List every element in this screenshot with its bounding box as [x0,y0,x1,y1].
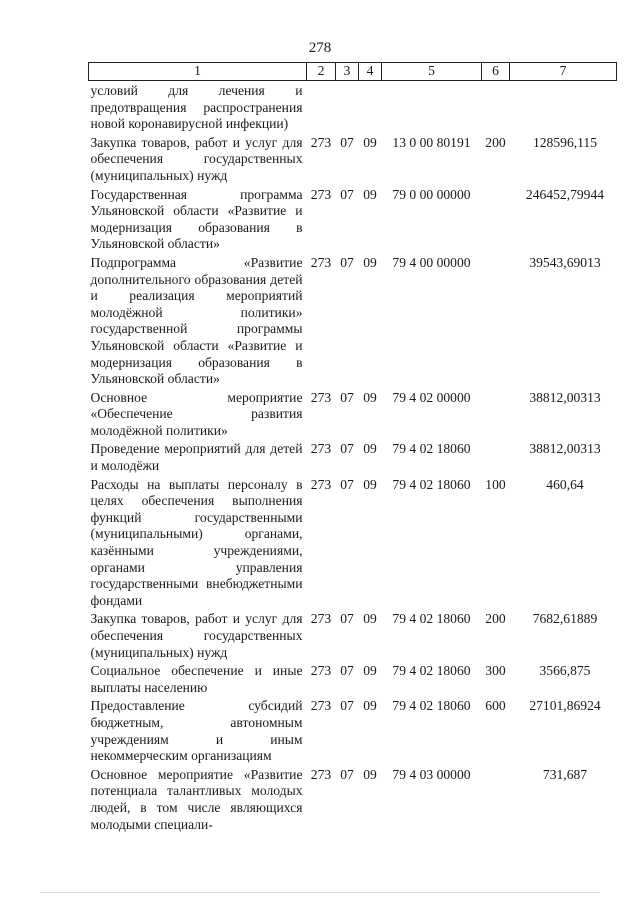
row-section-code: 07 [340,766,354,782]
row-target-code: 79 4 02 18060 [392,698,471,714]
table-row [89,187,617,255]
scan-edge-line [40,892,600,893]
row-amount: 128596,115 [532,134,598,150]
row-section-code: 07 [340,611,354,627]
row-expense-type: 600 [485,698,506,714]
column-header-6: 6 [482,63,510,81]
row-section-code: 07 [340,389,354,405]
row-subsection-code: 09 [363,766,377,782]
row-amount: 38812,00313 [529,389,601,405]
row-subsection-code: 09 [363,134,377,150]
row-name: Основное мероприятие «Развитие потенциала талантливых молодых людей, в том числе являющихся молодыми специали- [90,766,303,832]
row-name: Подпрограмма «Развитие дополнительного образования детей и реализация мероприятий молодёжной политики» государственной программы Ульяновской области «Развитие и модернизация образования в Ульяновской области» [90,254,303,387]
row-expense-type [482,81,510,135]
row-subsection-code: 09 [363,698,377,714]
row-ministry-code: 273 [310,611,332,627]
column-header-7: 7 [510,63,617,81]
row-section-code: 07 [340,134,354,150]
table-row [89,611,617,663]
row-ministry-code: 273 [310,134,332,150]
row-section-code: 07 [340,476,354,492]
row-section-code: 07 [340,663,354,679]
row-target-code: 79 4 02 18060 [392,441,471,457]
row-section-code: 07 [340,698,354,714]
row-subsection-code [359,81,382,135]
row-target-code: 79 4 02 18060 [392,611,471,627]
column-header-4: 4 [359,63,382,81]
row-ministry-code: 273 [310,254,332,270]
row-ministry-code: 273 [310,441,332,457]
budget-table [88,62,617,835]
row-subsection-code: 09 [363,254,377,270]
row-name: Закупка товаров, работ и услуг для обеспечения государственных (муниципальных) нужд [90,134,303,183]
column-header-2: 2 [307,63,336,81]
row-section-code: 07 [340,441,354,457]
row-subsection-code: 09 [363,441,377,457]
row-amount: 7682,61889 [532,611,598,627]
table-row [89,698,617,766]
row-expense-type [482,255,510,390]
row-expense-type [482,187,510,255]
table-row [89,663,617,698]
row-target-code: 79 4 02 00000 [392,389,471,405]
row-name: Расходы на выплаты персоналу в целях обеспечения выполнения функций государственными (муниципальными) органами, казёнными учреждениями, органами управления государственными внебюджетными фондами [90,476,303,608]
row-target-code: 79 0 00 00000 [392,186,471,202]
row-ministry-code: 273 [310,698,332,714]
row-subsection-code: 09 [363,186,377,202]
row-expense-type: 300 [485,663,506,679]
row-expense-type [482,767,510,835]
row-expense-type: 200 [485,134,506,150]
row-target-code: 79 4 00 00000 [392,254,471,270]
row-ministry-code: 273 [310,663,332,679]
row-amount: 38812,00313 [529,441,601,457]
row-subsection-code: 09 [363,611,377,627]
column-header-3: 3 [336,63,359,81]
row-ministry-code: 273 [310,389,332,405]
table-row [89,255,617,390]
row-expense-type: 200 [485,611,506,627]
row-name: Государственная программа Ульяновской области «Развитие и модернизация образования в Ульяновской области» [90,186,303,252]
row-section-code [336,81,359,135]
row-target-code: 79 4 02 18060 [392,476,471,492]
row-target-code: 13 0 00 80191 [392,134,471,150]
row-name: Проведение мероприятий для детей и молодёжи [90,441,303,474]
row-amount: 3566,875 [539,663,591,679]
row-name: условий для лечения и предотвращения распространения новой коронавирусной инфекции) [90,83,303,132]
row-section-code: 07 [340,186,354,202]
row-name: Социальное обеспечение и иные выплаты населению [90,663,303,695]
row-target-code: 79 4 02 18060 [392,663,471,679]
table-row [89,477,617,612]
row-name: Основное мероприятие «Обеспечение развития молодёжной политики» [90,389,303,438]
row-amount [510,81,617,135]
table-row [89,767,617,835]
table-row [89,135,617,187]
row-ministry-code: 273 [310,476,332,492]
row-expense-type [482,390,510,442]
row-amount: 246452,79944 [525,186,605,202]
row-subsection-code: 09 [363,476,377,492]
row-expense-type [482,441,510,476]
table-header-row [89,63,617,81]
row-amount: 460,64 [546,476,584,492]
row-expense-type: 100 [485,476,506,492]
row-ministry-code [307,81,336,135]
row-amount: 731,687 [542,766,588,782]
row-target-code [382,81,482,135]
column-header-5: 5 [382,63,482,81]
row-name: Предоставление субсидий бюджетным, автономным учреждениям и иным некоммерческим организациям [90,698,303,764]
row-amount: 39543,69013 [529,254,601,270]
table-row [89,441,617,476]
row-subsection-code: 09 [363,663,377,679]
row-section-code: 07 [340,254,354,270]
row-name: Закупка товаров, работ и услуг для обеспечения государственных (муниципальных) нужд [90,611,303,660]
table-row [89,390,617,442]
column-header-1: 1 [89,63,307,81]
row-subsection-code: 09 [363,389,377,405]
row-target-code: 79 4 03 00000 [392,766,471,782]
page-number: 278 [308,40,332,56]
row-ministry-code: 273 [310,766,332,782]
table-row [89,81,617,135]
row-amount: 27101,86924 [529,698,601,714]
row-ministry-code: 273 [310,186,332,202]
